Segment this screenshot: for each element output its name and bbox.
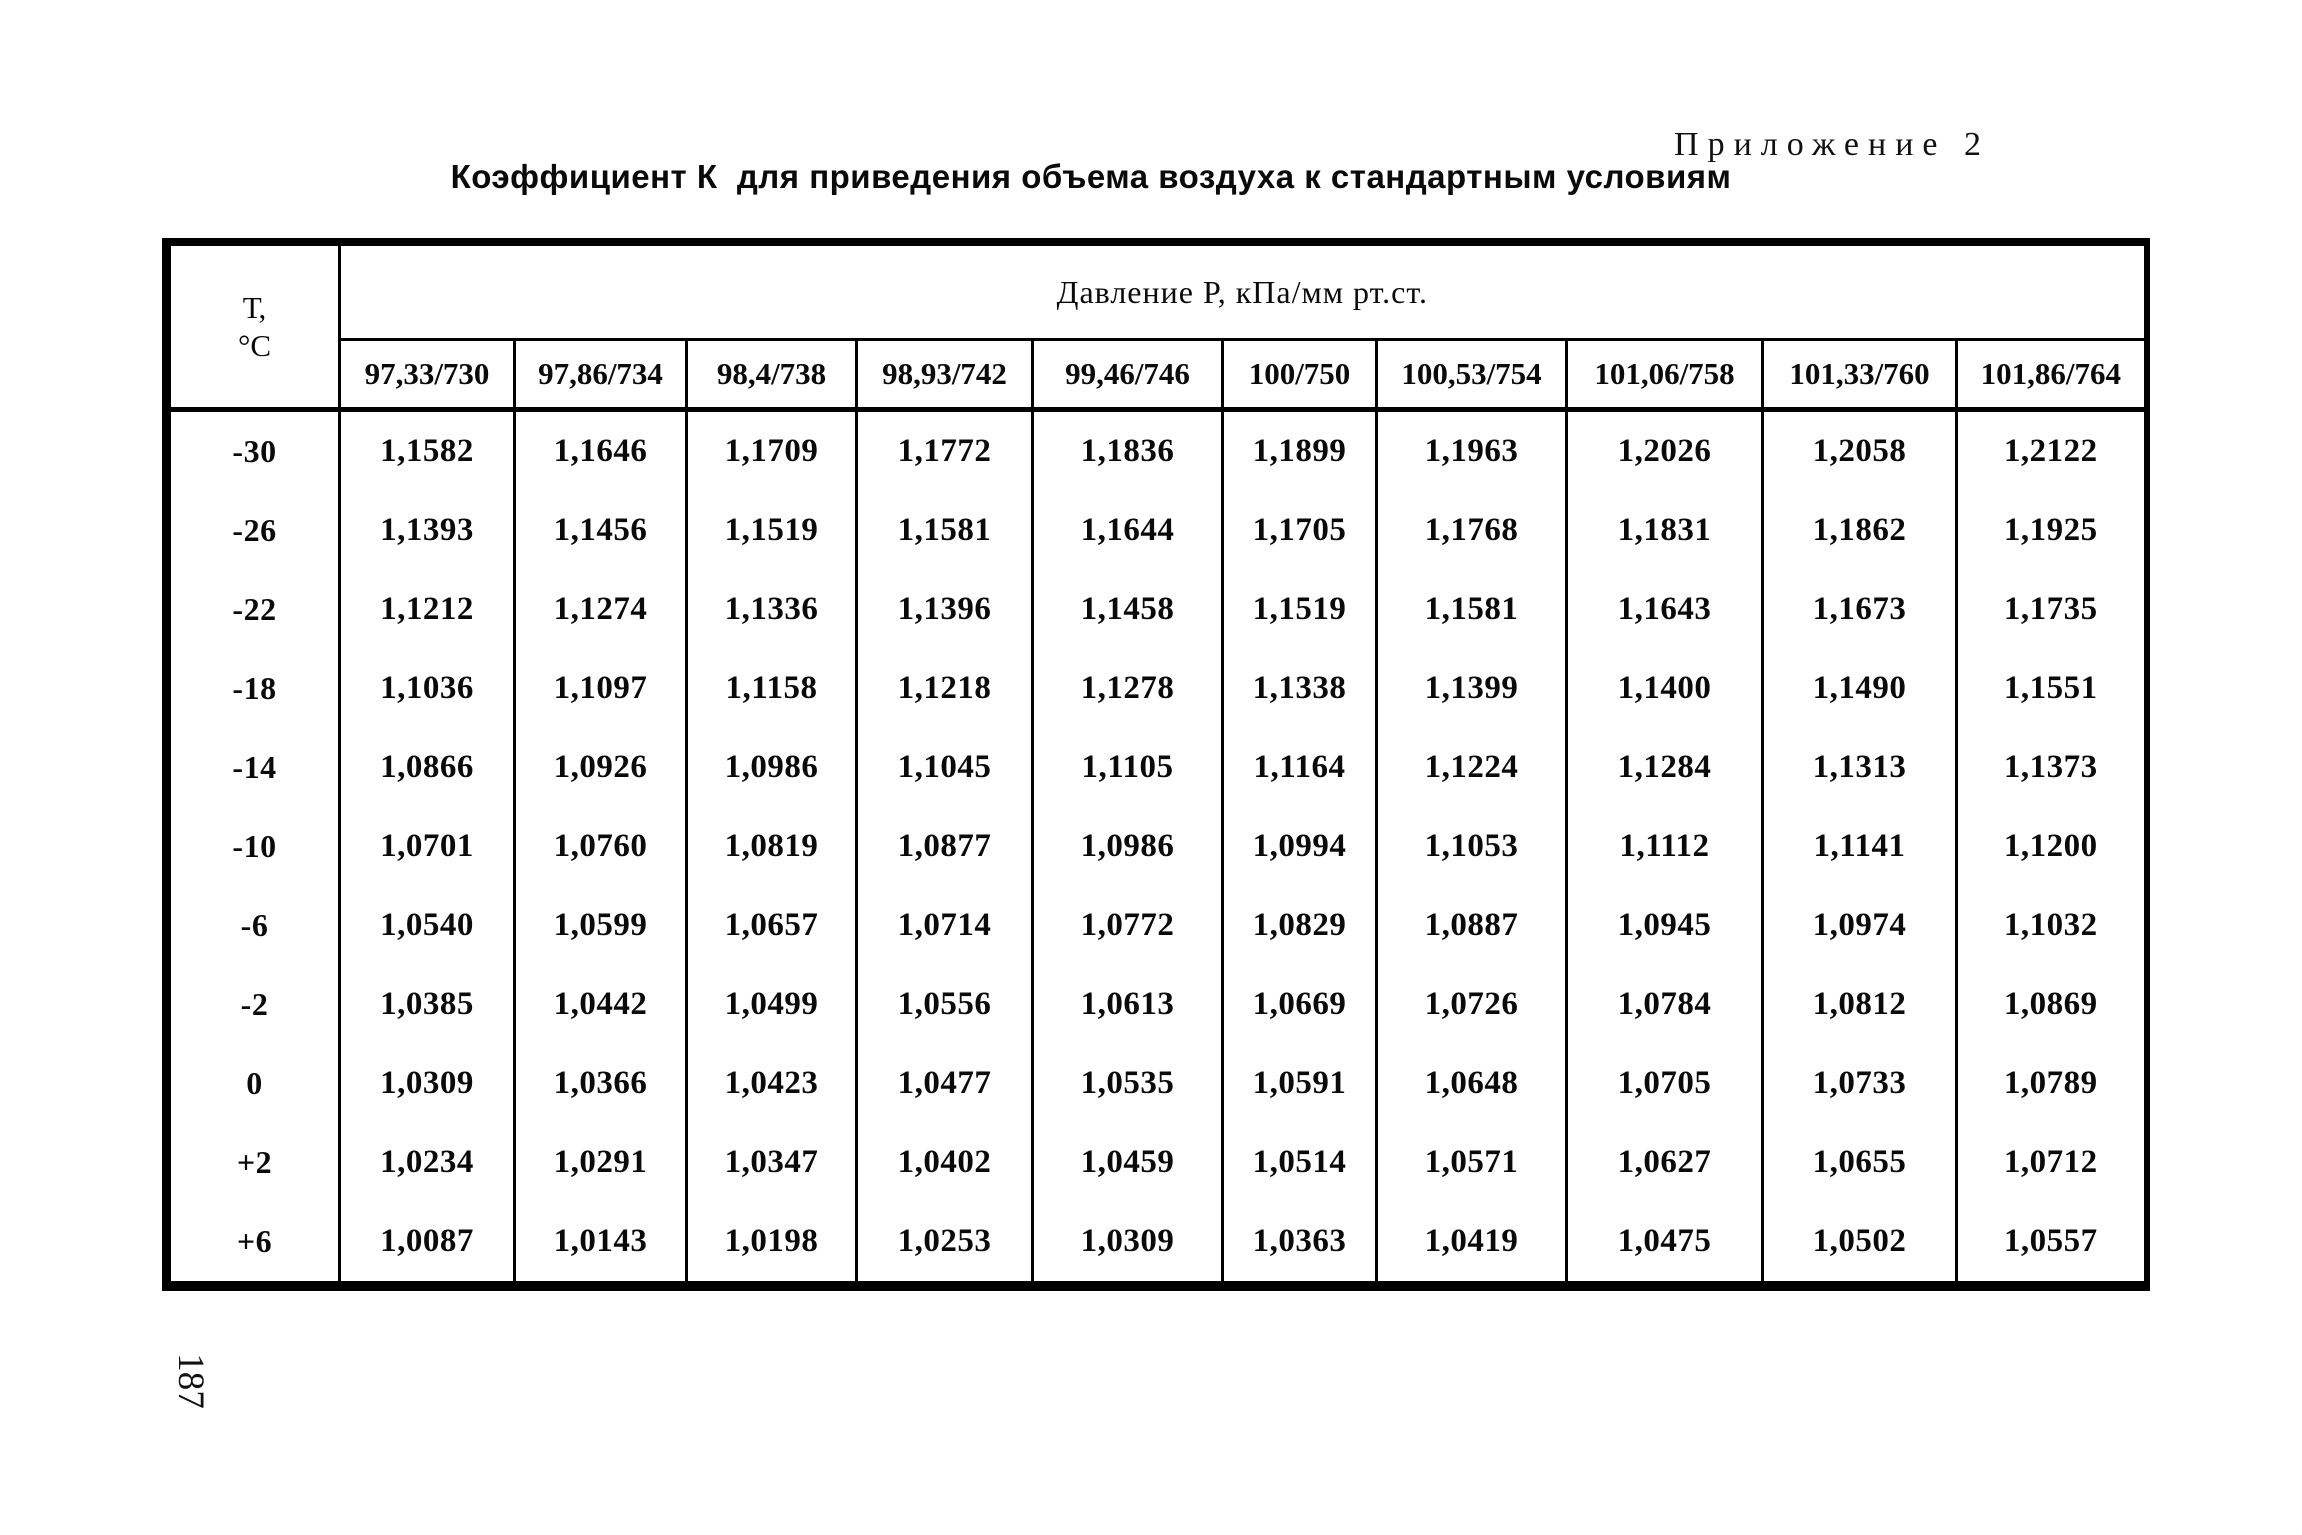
pressure-column-header: 97,33/730 xyxy=(340,340,515,410)
column-header-row xyxy=(167,340,2147,410)
coefficient-value-cell: 1,1158 xyxy=(687,649,857,728)
table-row xyxy=(167,728,2147,807)
pressure-column-header: 98,4/738 xyxy=(687,340,857,410)
coefficient-value-cell: 1,0309 xyxy=(340,1044,515,1123)
coefficient-value-cell: 1,1200 xyxy=(1957,807,2147,886)
table-header xyxy=(167,242,2147,410)
coefficient-value-cell: 1,1519 xyxy=(687,491,857,570)
coefficient-value-cell: 1,0789 xyxy=(1957,1044,2147,1123)
coefficient-value-cell: 1,1456 xyxy=(515,491,687,570)
coefficient-value-cell: 1,0459 xyxy=(1033,1123,1223,1202)
coefficient-value-cell: 1,1582 xyxy=(340,410,515,492)
page-number: 187 xyxy=(170,1353,211,1409)
coefficient-value-cell: 1,1673 xyxy=(1763,570,1957,649)
coefficient-value-cell: 1,1519 xyxy=(1223,570,1377,649)
coefficient-value-cell: 1,0877 xyxy=(857,807,1033,886)
coefficient-value-cell: 1,1899 xyxy=(1223,410,1377,492)
coefficient-value-cell: 1,1399 xyxy=(1377,649,1567,728)
coefficient-value-cell: 1,0366 xyxy=(515,1044,687,1123)
coefficient-value-cell: 1,1212 xyxy=(340,570,515,649)
coefficient-value-cell: 1,1045 xyxy=(857,728,1033,807)
coefficient-value-cell: 1,2122 xyxy=(1957,410,2147,492)
coefficient-value-cell: 1,0599 xyxy=(515,886,687,965)
coefficient-value-cell: 1,1373 xyxy=(1957,728,2147,807)
coefficient-value-cell: 1,0705 xyxy=(1567,1044,1763,1123)
coefficient-value-cell: 1,1772 xyxy=(857,410,1033,492)
coefficient-value-cell: 1,0657 xyxy=(687,886,857,965)
coefficient-value-cell: 1,1274 xyxy=(515,570,687,649)
temperature-cell: 0 xyxy=(167,1044,340,1123)
coefficient-value-cell: 1,0556 xyxy=(857,965,1033,1044)
coefficient-value-cell: 1,1284 xyxy=(1567,728,1763,807)
table-row xyxy=(167,965,2147,1044)
coefficient-value-cell: 1,2058 xyxy=(1763,410,1957,492)
coefficient-value-cell: 1,1053 xyxy=(1377,807,1567,886)
table-row xyxy=(167,649,2147,728)
coefficient-value-cell: 1,1768 xyxy=(1377,491,1567,570)
coefficient-value-cell: 1,0309 xyxy=(1033,1202,1223,1286)
coefficient-value-cell: 1,1112 xyxy=(1567,807,1763,886)
coefficient-value-cell: 1,0726 xyxy=(1377,965,1567,1044)
coefficient-value-cell: 1,0363 xyxy=(1223,1202,1377,1286)
pressure-header-cell: Давление Р, кПа/мм рт.ст. xyxy=(340,242,2147,340)
coefficient-value-cell: 1,0087 xyxy=(340,1202,515,1286)
coefficient-value-cell: 1,1643 xyxy=(1567,570,1763,649)
coefficient-value-cell: 1,0557 xyxy=(1957,1202,2147,1286)
coefficient-value-cell: 1,1709 xyxy=(687,410,857,492)
temperature-cell: -26 xyxy=(167,491,340,570)
coefficient-value-cell: 1,0819 xyxy=(687,807,857,886)
table-row xyxy=(167,1044,2147,1123)
coefficient-value-cell: 1,0540 xyxy=(340,886,515,965)
coefficient-value-cell: 1,1458 xyxy=(1033,570,1223,649)
coefficient-value-cell: 1,0499 xyxy=(687,965,857,1044)
coefficient-table xyxy=(162,238,2150,1291)
coefficient-value-cell: 1,0502 xyxy=(1763,1202,1957,1286)
coefficient-value-cell: 1,0712 xyxy=(1957,1123,2147,1202)
temperature-cell: -2 xyxy=(167,965,340,1044)
coefficient-value-cell: 1,0994 xyxy=(1223,807,1377,886)
table-row xyxy=(167,570,2147,649)
coefficient-value-cell: 1,1336 xyxy=(687,570,857,649)
table-row xyxy=(167,491,2147,570)
pressure-column-header: 99,46/746 xyxy=(1033,340,1223,410)
table-row xyxy=(167,1123,2147,1202)
coefficient-value-cell: 1,0733 xyxy=(1763,1044,1957,1123)
page-title: Коэффициент К для приведения объема воздуха к стандартным условиям xyxy=(450,158,1732,195)
coefficient-value-cell: 1,0535 xyxy=(1033,1044,1223,1123)
coefficient-value-cell: 1,0198 xyxy=(687,1202,857,1286)
coefficient-value-cell: 1,1141 xyxy=(1763,807,1957,886)
coefficient-value-cell: 1,1551 xyxy=(1957,649,2147,728)
coefficient-value-cell: 1,0784 xyxy=(1567,965,1763,1044)
coefficient-value-cell: 1,1646 xyxy=(515,410,687,492)
coefficient-value-cell: 1,1097 xyxy=(515,649,687,728)
coefficient-value-cell: 1,0613 xyxy=(1033,965,1223,1044)
coefficient-value-cell: 1,1164 xyxy=(1223,728,1377,807)
coefficient-value-cell: 1,0926 xyxy=(515,728,687,807)
coefficient-value-cell: 1,0477 xyxy=(857,1044,1033,1123)
coefficient-value-cell: 1,1224 xyxy=(1377,728,1567,807)
coefficient-value-cell: 1,1313 xyxy=(1763,728,1957,807)
pressure-header-row xyxy=(167,242,2147,340)
coefficient-value-cell: 1,0866 xyxy=(340,728,515,807)
temperature-cell: -18 xyxy=(167,649,340,728)
pressure-column-header: 101,33/760 xyxy=(1763,340,1957,410)
coefficient-value-cell: 1,0291 xyxy=(515,1123,687,1202)
coefficient-value-cell: 1,0347 xyxy=(687,1123,857,1202)
table-row xyxy=(167,1202,2147,1286)
pressure-column-header: 101,06/758 xyxy=(1567,340,1763,410)
coefficient-value-cell: 1,0385 xyxy=(340,965,515,1044)
coefficient-value-cell: 1,1105 xyxy=(1033,728,1223,807)
table-row xyxy=(167,807,2147,886)
coefficient-value-cell: 1,1218 xyxy=(857,649,1033,728)
coefficient-value-cell: 1,0571 xyxy=(1377,1123,1567,1202)
pressure-column-header: 97,86/734 xyxy=(515,340,687,410)
coefficient-value-cell: 1,1831 xyxy=(1567,491,1763,570)
coefficient-value-cell: 1,1581 xyxy=(1377,570,1567,649)
temperature-cell: +6 xyxy=(167,1202,340,1286)
coefficient-value-cell: 1,0423 xyxy=(687,1044,857,1123)
pressure-column-header: 98,93/742 xyxy=(857,340,1033,410)
coefficient-value-cell: 1,1490 xyxy=(1763,649,1957,728)
coefficient-value-cell: 1,0772 xyxy=(1033,886,1223,965)
coefficient-value-cell: 1,0760 xyxy=(515,807,687,886)
coefficient-value-cell: 1,0591 xyxy=(1223,1044,1377,1123)
pressure-column-header: 100/750 xyxy=(1223,340,1377,410)
coefficient-value-cell: 1,0945 xyxy=(1567,886,1763,965)
coefficient-value-cell: 1,0655 xyxy=(1763,1123,1957,1202)
coefficient-value-cell: 1,0812 xyxy=(1763,965,1957,1044)
coefficient-value-cell: 1,0234 xyxy=(340,1123,515,1202)
coefficient-value-cell: 1,0514 xyxy=(1223,1123,1377,1202)
temperature-cell: -10 xyxy=(167,807,340,886)
coefficient-value-cell: 1,1278 xyxy=(1033,649,1223,728)
temperature-column-header xyxy=(167,242,340,410)
coefficient-value-cell: 1,0627 xyxy=(1567,1123,1763,1202)
temperature-header-line2: °С xyxy=(237,327,272,363)
coefficient-value-cell: 1,1836 xyxy=(1033,410,1223,492)
coefficient-value-cell: 1,1581 xyxy=(857,491,1033,570)
coefficient-value-cell: 1,0869 xyxy=(1957,965,2147,1044)
coefficient-value-cell: 1,1393 xyxy=(340,491,515,570)
coefficient-value-cell: 1,1644 xyxy=(1033,491,1223,570)
coefficient-value-cell: 1,0475 xyxy=(1567,1202,1763,1286)
coefficient-value-cell: 1,0701 xyxy=(340,807,515,886)
coefficient-value-cell: 1,0143 xyxy=(515,1202,687,1286)
temperature-cell: +2 xyxy=(167,1123,340,1202)
coefficient-value-cell: 1,0402 xyxy=(857,1123,1033,1202)
pressure-column-header: 101,86/764 xyxy=(1957,340,2147,410)
coefficient-value-cell: 1,2026 xyxy=(1567,410,1763,492)
coefficient-value-cell: 1,0669 xyxy=(1223,965,1377,1044)
coefficient-value-cell: 1,1396 xyxy=(857,570,1033,649)
coefficient-value-cell: 1,0442 xyxy=(515,965,687,1044)
table-row xyxy=(167,886,2147,965)
coefficient-value-cell: 1,0253 xyxy=(857,1202,1033,1286)
coefficient-value-cell: 1,0648 xyxy=(1377,1044,1567,1123)
coefficient-value-cell: 1,0986 xyxy=(687,728,857,807)
temperature-cell: -22 xyxy=(167,570,340,649)
appendix-label: Приложение 2 xyxy=(1674,126,1990,163)
temperature-cell: -14 xyxy=(167,728,340,807)
coefficient-value-cell: 1,1032 xyxy=(1957,886,2147,965)
coefficient-value-cell: 1,0974 xyxy=(1763,886,1957,965)
table-body xyxy=(167,410,2147,1287)
coefficient-value-cell: 1,1925 xyxy=(1957,491,2147,570)
temperature-cell: -30 xyxy=(167,410,340,492)
coefficient-value-cell: 1,0986 xyxy=(1033,807,1223,886)
coefficient-value-cell: 1,1862 xyxy=(1763,491,1957,570)
coefficient-value-cell: 1,0829 xyxy=(1223,886,1377,965)
coefficient-value-cell: 1,1735 xyxy=(1957,570,2147,649)
pressure-column-header: 100,53/754 xyxy=(1377,340,1567,410)
coefficient-value-cell: 1,1705 xyxy=(1223,491,1377,570)
temperature-cell: -6 xyxy=(167,886,340,965)
coefficient-value-cell: 1,1963 xyxy=(1377,410,1567,492)
coefficient-value-cell: 1,0714 xyxy=(857,886,1033,965)
coefficient-value-cell: 1,1338 xyxy=(1223,649,1377,728)
table-row xyxy=(167,410,2147,492)
coefficient-value-cell: 1,1036 xyxy=(340,649,515,728)
coefficient-value-cell: 1,0419 xyxy=(1377,1202,1567,1286)
coefficient-value-cell: 1,0887 xyxy=(1377,886,1567,965)
coefficient-value-cell: 1,1400 xyxy=(1567,649,1763,728)
temperature-header-line1: Т, xyxy=(242,290,267,326)
